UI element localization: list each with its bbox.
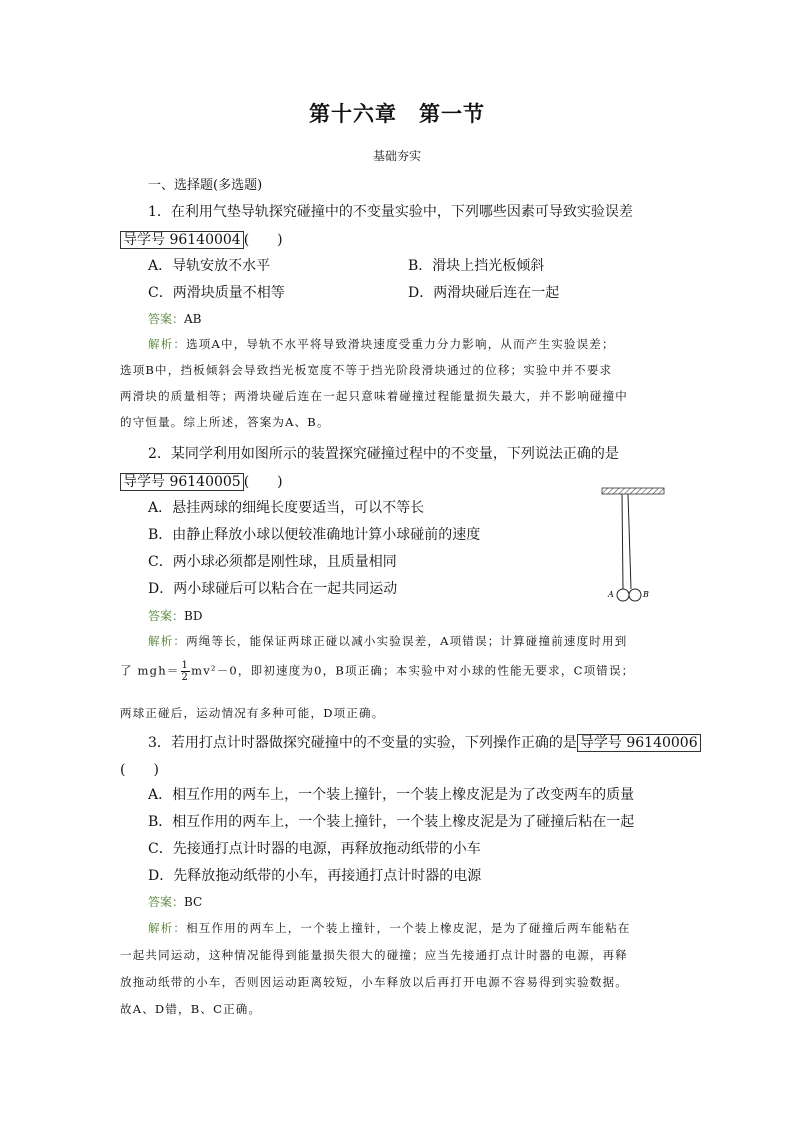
ball-a	[617, 589, 629, 601]
q2-explanation-line-2	[120, 660, 634, 683]
q2-formula-prefix: 了 mgh＝	[120, 663, 180, 678]
q2-answer-label: 答案：	[148, 609, 185, 623]
q2-formula-suffix: mv²－0，即初速度为0，B项正确；本实验中对小球的性能无要求，C项错误；	[191, 663, 635, 678]
q1-stem: 1．在利用气垫导轨探究碰撞中的不变量实验中，下列哪些因素可导致实验误差	[148, 204, 633, 220]
q3-explanation-label: 解析：	[148, 921, 187, 935]
q1-explanation-line-3: 两滑块的质量相等；两滑块碰后连在一起只意味着碰撞过程能量损失最大，并不影响碰撞中	[120, 389, 628, 403]
q2-option-b: B．由静止释放小球以便较准确地计算小球碰前的速度	[148, 527, 481, 543]
q3-explanation-line-2: 一起共同运动，这种情况能得到能量损失很大的碰撞；应当先接通打点计时器的电源，再释	[120, 948, 628, 962]
q1-guide-number: 导学号 96140004	[120, 231, 244, 249]
q3-explanation-line-4: 故A、D错，B、C正确。	[120, 1002, 262, 1016]
q2-option-d: D．两小球碰后可以粘合在一起共同运动	[148, 581, 398, 597]
q3-explanation-line-1	[148, 920, 631, 936]
q2-option-c: C．两小球必须都是刚性球，且质量相同	[148, 554, 397, 570]
string-b	[628, 494, 631, 589]
ball-b-label: B	[643, 590, 649, 599]
q3-option-a: A．相互作用的两车上，一个装上撞针，一个装上橡皮泥是为了改变两车的质量	[148, 787, 635, 803]
q2-explanation-line-1	[148, 633, 627, 649]
q3-answer-label: 答案：	[148, 895, 185, 909]
q3-option-d: D．先释放拖动纸带的小车，再接通打点计时器的电源	[148, 868, 482, 884]
q2-tag-line	[120, 471, 283, 491]
section-heading: 基础夯实	[372, 149, 421, 163]
q3-paren: ( )	[120, 762, 159, 778]
fraction-numerator: 1	[181, 660, 190, 671]
q1-explanation-line-4: 的守恒量。综上所述，答案为A、B。	[120, 415, 330, 429]
q1-explanation-line-2: 选项B中，挡板倾斜会导致挡光板宽度不等于挡光阶段滑块通过的位移；实验中并不要求	[120, 363, 613, 377]
q1-option-c: C．两滑块质量不相等	[148, 285, 285, 301]
q3-option-b: B．相互作用的两车上，一个装上撞针，一个装上橡皮泥是为了碰撞后粘在一起	[148, 814, 635, 830]
q2-answer-value: BD	[184, 609, 203, 623]
ball-a-label: A	[608, 590, 614, 599]
q3-explanation-text-1: 相互作用的两车上，一个装上撞针，一个装上橡皮泥，是为了碰撞后两车能粘在	[186, 921, 631, 935]
string-a	[622, 494, 623, 589]
q1-tag-line	[120, 229, 283, 249]
q1-answer	[148, 310, 202, 327]
q1-paren: ( )	[243, 232, 283, 248]
q3-answer	[148, 893, 202, 910]
q2-guide-number: 导学号 96140005	[120, 473, 244, 491]
q3-stem: 3．若用打点计时器做探究碰撞中的不变量的实验，下列操作正确的是	[148, 735, 577, 751]
q1-answer-label: 答案：	[148, 312, 185, 326]
q3-answer-value: BC	[184, 895, 203, 909]
q2-option-a: A．悬挂两球的细绳长度要适当，可以不等长	[148, 500, 425, 516]
q3-explanation-line-3: 放拖动纸带的小车，否则因运动距离较短，小车释放以后再打开电源不容易得到实验数据。	[120, 975, 628, 989]
ceiling-support	[602, 488, 664, 494]
pendulum-diagram	[598, 486, 668, 606]
q1-explanation-line-1	[148, 336, 615, 352]
q1-answer-value: AB	[184, 312, 202, 326]
q2-stem: 2．某同学利用如图所示的装置探究碰撞过程中的不变量，下列说法正确的是	[148, 446, 619, 462]
ball-b	[629, 589, 641, 601]
q1-option-b: B．滑块上挡光板倾斜	[408, 258, 545, 274]
q2-explanation-line-3: 两球正碰后，运动情况有多种可能，D项正确。	[120, 706, 385, 720]
q1-explanation-label: 解析：	[148, 337, 187, 351]
q2-explanation-text-1: 两绳等长，能保证两球正碰以减小实验误差，A项错误；计算碰撞前速度时用到	[186, 634, 628, 648]
q3-stem-line	[148, 732, 701, 752]
q2-explanation-label: 解析：	[148, 634, 187, 648]
q2-answer	[148, 607, 202, 624]
part-heading: 一、选择题(多选题)	[148, 178, 263, 193]
q3-option-c: C．先接通打点计时器的电源，再释放拖动纸带的小车	[148, 841, 481, 857]
fraction-one-half	[181, 660, 191, 683]
q3-guide-number: 导学号 96140006	[577, 734, 701, 752]
pendulum-figure	[598, 486, 668, 606]
page-title: 第十六章 第一节	[309, 101, 485, 126]
q2-paren: ( )	[243, 474, 283, 490]
q1-explanation-text-1: 选项A中，导轨不水平将导致滑块速度受重力分力影响，从而产生实验误差；	[186, 337, 615, 351]
q1-option-a: A．导轨安放不水平	[148, 258, 271, 274]
q1-option-d: D．两滑块碰后连在一起	[408, 285, 560, 301]
fraction-denominator: 2	[181, 672, 190, 683]
